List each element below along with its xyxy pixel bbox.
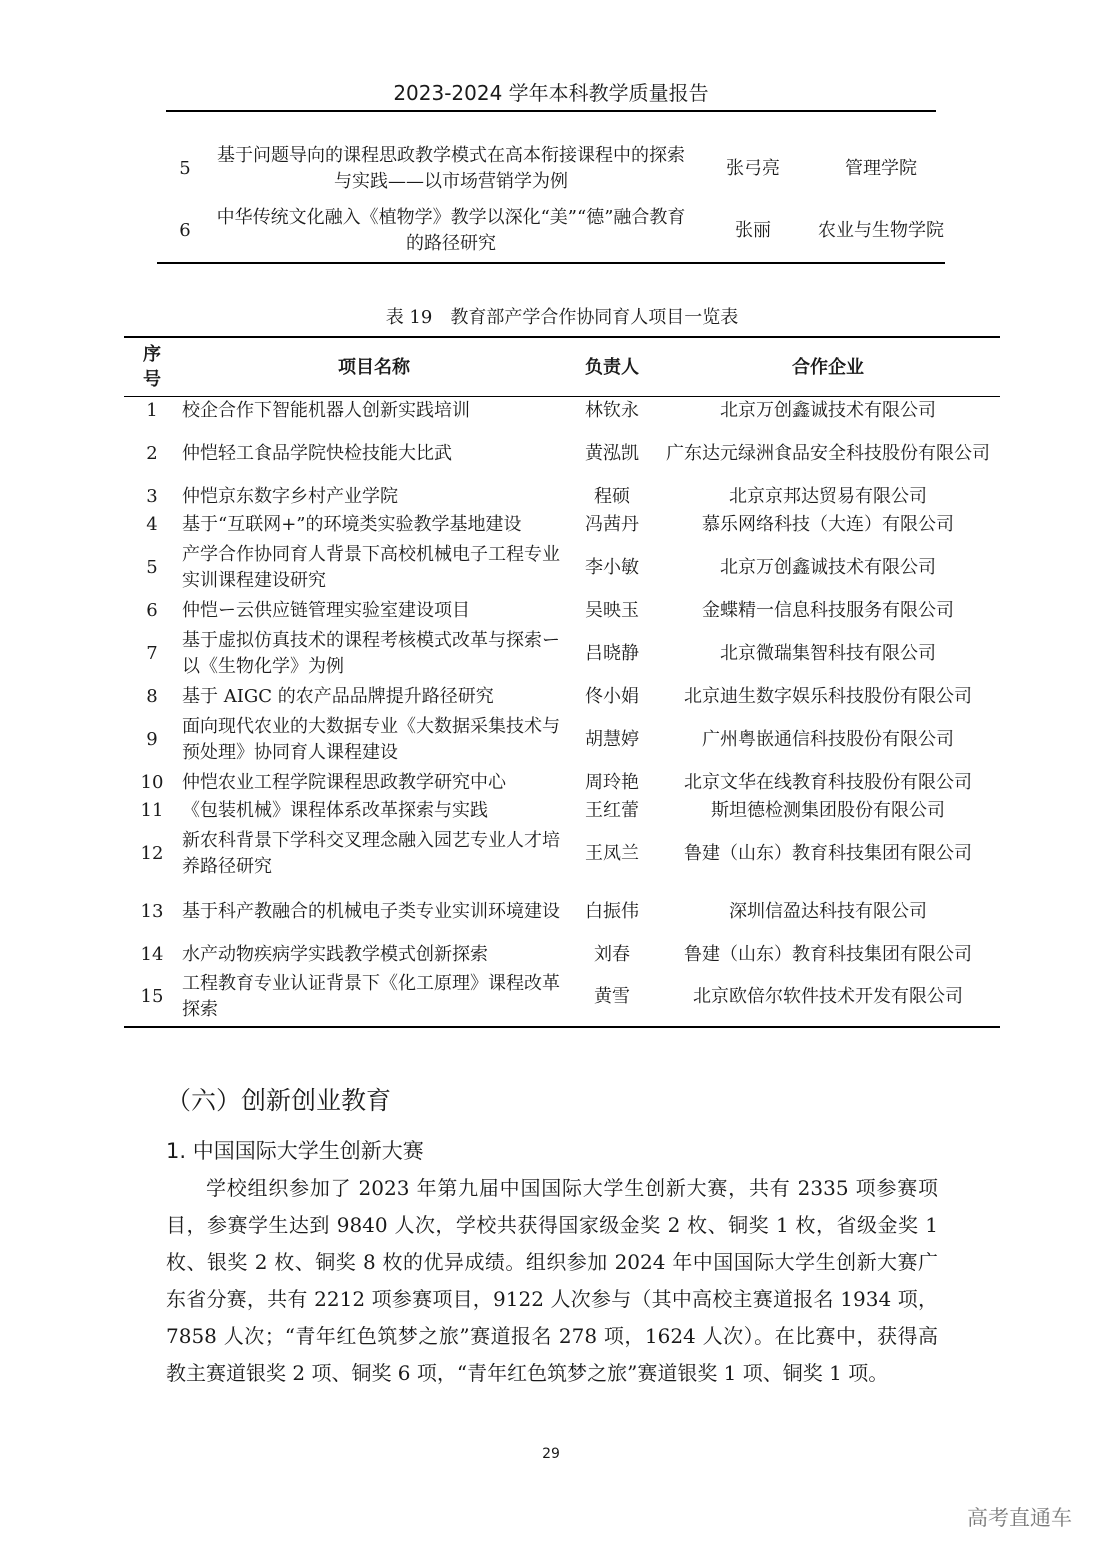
header-leader: 负责人 — [568, 337, 656, 397]
partner-company: 北京万创鑫诚技术有限公司 — [720, 399, 936, 421]
partner-company: 鲁建（山东）教育科技集团有限公司 — [684, 943, 972, 965]
project-leader: 吴映玉 — [585, 599, 639, 621]
project-leader: 黄泓凯 — [585, 442, 639, 464]
header-number: 序号 — [124, 337, 180, 397]
row-number: 13 — [140, 900, 164, 922]
row-number: 8 — [146, 685, 158, 707]
project-name: 基于“互联网+”的环境类实验教学基地建设 — [182, 513, 522, 535]
table-row — [124, 511, 1000, 539]
project-name: 基于科产教融合的机械电子类专业实训环境建设 — [182, 900, 560, 922]
project-name: 面向现代农业的大数据专业《大数据采集技术与预处理》协同育人课程建设 — [182, 715, 560, 763]
table-row — [124, 769, 1000, 797]
project-leader: 冯茜丹 — [585, 513, 639, 535]
page-number: 29 — [542, 1446, 560, 1462]
partner-company: 北京京邦达贸易有限公司 — [729, 485, 927, 507]
project-name: 仲恺农业工程学院课程思政教学研究中心 — [182, 771, 506, 793]
subsection-title: 1. 中国国际大学生创新大赛 — [166, 1139, 424, 1163]
project-leader: 林钦永 — [585, 399, 639, 421]
table-row — [157, 138, 945, 200]
partner-company: 北京欧倍尔软件技术开发有限公司 — [693, 986, 963, 1007]
watermark-text: 高考直通车 — [967, 1506, 1072, 1530]
project-leader: 胡慧婷 — [585, 728, 639, 750]
previous-table-continuation — [157, 138, 945, 264]
row-number: 6 — [146, 599, 158, 621]
row-number: 7 — [146, 642, 158, 664]
partner-company: 斯坦德检测集团股份有限公司 — [711, 799, 945, 821]
partner-company: 金蝶精一信息科技服务有限公司 — [702, 599, 954, 621]
header-company: 合作企业 — [656, 337, 1000, 397]
header-project-name: 项目名称 — [180, 337, 568, 397]
partner-company: 北京文华在线教育科技股份有限公司 — [684, 771, 972, 793]
row-number: 14 — [140, 943, 164, 965]
row-number: 9 — [146, 728, 158, 750]
project-name: 中华传统文化融入《植物学》教学以深化“美”“德”融合教育的路径研究 — [216, 207, 686, 254]
row-number: 10 — [140, 771, 164, 793]
row-number: 5 — [146, 556, 158, 578]
college: 农业与生物学院 — [818, 220, 944, 241]
project-name: 校企合作下智能机器人创新实践培训 — [182, 399, 470, 421]
partner-company: 广州粤嵌通信科技股份有限公司 — [702, 728, 954, 750]
partner-company: 广东达元绿洲食品安全科技股份有限公司 — [666, 442, 990, 464]
row-number: 15 — [140, 986, 164, 1007]
table-row — [124, 883, 1000, 941]
table-row — [124, 539, 1000, 597]
project-name: 仲恺ー云供应链管理实验室建设项目 — [182, 599, 470, 621]
cooperation-projects-table — [124, 336, 1000, 1028]
table-row — [124, 711, 1000, 769]
project-name: 《包装机械》课程体系改革探索与实践 — [182, 799, 488, 821]
project-name: 仲恺轻工食品学院快检技能大比武 — [182, 442, 452, 464]
partner-company: 北京微瑞集智科技有限公司 — [720, 642, 936, 664]
project-leader: 白振伟 — [585, 900, 639, 922]
project-leader: 佟小娟 — [585, 685, 639, 707]
project-leader: 吕晓静 — [585, 642, 639, 664]
row-number: 5 — [179, 158, 191, 179]
row-number: 3 — [146, 485, 158, 507]
project-name: 新农科背景下学科交叉理念融入园艺专业人才培养路径研究 — [182, 829, 560, 877]
project-leader: 黄雪 — [594, 986, 630, 1007]
project-name: 水产动物疾病学实践教学模式创新探索 — [182, 943, 488, 965]
table-header-row — [124, 337, 1000, 397]
row-number: 12 — [140, 842, 164, 864]
table-row — [124, 397, 1000, 425]
project-leader: 李小敏 — [585, 556, 639, 578]
project-name: 工程教育专业认证背景下《化工原理》课程改革探索 — [182, 973, 560, 1020]
project-leader: 周玲艳 — [585, 771, 639, 793]
partner-company: 慕乐网络科技（大连）有限公司 — [702, 513, 954, 535]
table-row — [124, 969, 1000, 1027]
project-leader: 张弓亮 — [726, 158, 780, 179]
table-row — [124, 483, 1000, 511]
section-title: （六）创新创业教育 — [166, 1086, 392, 1115]
college: 管理学院 — [845, 158, 917, 179]
row-number: 6 — [179, 220, 191, 241]
project-leader: 程硕 — [594, 485, 630, 507]
table-row — [157, 200, 945, 263]
table-row — [124, 941, 1000, 969]
project-leader: 刘春 — [594, 943, 630, 965]
project-name: 产学合作协同育人背景下高校机械电子工程专业实训课程建设研究 — [182, 543, 560, 591]
partner-company: 深圳信盈达科技有限公司 — [729, 900, 927, 922]
project-leader: 张丽 — [735, 220, 771, 241]
row-number: 4 — [146, 513, 158, 535]
row-number: 1 — [146, 399, 158, 421]
project-name: 基于问题导向的课程思政教学模式在高本衔接课程中的探索与实践——以市场营销学为例 — [217, 145, 685, 192]
row-number: 2 — [146, 442, 158, 464]
table-row — [124, 797, 1000, 825]
partner-company: 北京万创鑫诚技术有限公司 — [720, 556, 936, 578]
table-row — [124, 625, 1000, 683]
project-name: 基于虚拟仿真技术的课程考核模式改革与探索ー以《生物化学》为例 — [182, 629, 560, 677]
project-name: 基于 AIGC 的农产品品牌提升路径研究 — [182, 685, 494, 707]
project-name: 仲恺京东数字乡村产业学院 — [182, 485, 398, 507]
partner-company: 鲁建（山东）教育科技集团有限公司 — [684, 842, 972, 864]
table-row — [124, 425, 1000, 483]
table-row — [124, 597, 1000, 625]
table-row — [124, 825, 1000, 883]
project-leader: 王红蕾 — [585, 799, 639, 821]
page-header: 2023-2024 学年本科教学质量报告 — [166, 78, 936, 112]
project-leader: 王凤兰 — [585, 842, 639, 864]
table-row — [124, 683, 1000, 711]
partner-company: 北京迪生数字娱乐科技股份有限公司 — [684, 685, 972, 707]
row-number: 11 — [140, 799, 164, 821]
body-paragraph: 学校组织参加了 2023 年第九届中国国际大学生创新大赛，共有 2335 项参赛项目，参赛学生达到 9840 人次，学校共获得国家级金奖 2 枚、铜奖 1 枚，省级金奖 1 枚、银奖 2 枚、铜奖 8 枚的优异成绩。组织参加 2024 年中国国际大学生创新大赛广东省分赛，共有 2212 项参赛项目，9122 人次参与（其中高校主赛道报名 1934 项，7858 人次；“青年红色筑梦之旅”赛道报名 278 项，1624 人次）。在比赛中，获得高教主赛道银奖 2 项、铜奖 6 项，“青年红色筑梦之旅”赛道银奖 1 项、铜奖 1 项。 — [166, 1176, 938, 1385]
table-caption: 表 19 教育部产学合作协同育人项目一览表 — [385, 307, 739, 328]
